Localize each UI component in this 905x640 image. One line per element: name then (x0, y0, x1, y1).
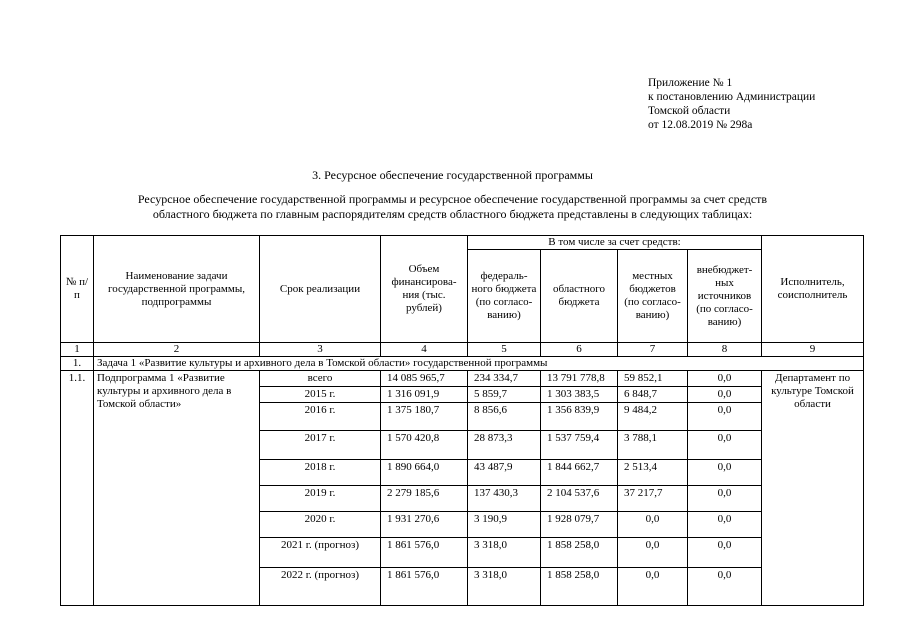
intro-line: Ресурсное обеспечение государственной программы и ресурсное обеспечение государственной программы за счет средств (137, 192, 768, 206)
resource-table (60, 235, 864, 606)
row-federal: 8 856,6 (468, 403, 541, 431)
header-row (61, 236, 864, 250)
row-local: 2 513,4 (618, 460, 688, 486)
column-number: 3 (260, 343, 381, 357)
row-federal: 43 487,9 (468, 460, 541, 486)
row-regional: 2 104 537,6 (541, 486, 618, 512)
row-period: 2019 г. (260, 486, 381, 512)
row-period: 2015 г. (260, 387, 381, 403)
appendix-line: Приложение № 1 (648, 77, 733, 89)
row-regional: 1 928 079,7 (541, 512, 618, 538)
row-extra: 0,0 (688, 387, 762, 403)
row-volume: 1 931 270,6 (381, 512, 468, 538)
row-volume: 14 085 965,7 (381, 371, 468, 387)
intro-paragraph (0, 192, 905, 222)
column-number: 6 (541, 343, 618, 357)
subprogram-name: Подпрограмма 1 «Развитие культуры и архивного дела в Томской области» (94, 371, 260, 606)
column-number: 2 (94, 343, 260, 357)
subprogram-num: 1.1. (61, 371, 94, 606)
row-volume: 1 316 091,9 (381, 387, 468, 403)
appendix-line: к постановлению Администрации (648, 91, 816, 103)
header-volume: Объем финансирова-ния (тыс. рублей) (381, 236, 468, 343)
row-regional: 13 791 778,8 (541, 371, 618, 387)
appendix-header (648, 76, 815, 132)
column-number: 4 (381, 343, 468, 357)
column-number: 8 (688, 343, 762, 357)
table-row (61, 371, 864, 387)
row-federal: 3 318,0 (468, 568, 541, 606)
row-local: 0,0 (618, 512, 688, 538)
section-title: 3. Ресурсное обеспечение государственной программы (312, 168, 593, 182)
header-executor: Исполнитель, соисполнитель (762, 236, 864, 343)
row-volume: 1 375 180,7 (381, 403, 468, 431)
task-row (61, 357, 864, 371)
row-regional: 1 303 383,5 (541, 387, 618, 403)
intro-line: областного бюджета по главным распорядителям средств областного бюджета представлены в следующих таблицах: (152, 207, 753, 221)
row-period: 2020 г. (260, 512, 381, 538)
row-regional: 1 356 839,9 (541, 403, 618, 431)
header-regional: областного бюджета (541, 250, 618, 343)
row-federal: 5 859,7 (468, 387, 541, 403)
row-local: 6 848,7 (618, 387, 688, 403)
column-number: 9 (762, 343, 864, 357)
row-volume: 1 570 420,8 (381, 431, 468, 460)
task-num: 1. (61, 357, 94, 371)
row-regional: 1 844 662,7 (541, 460, 618, 486)
appendix-line: от 12.08.2019 № 298а (648, 119, 753, 131)
row-period: 2016 г. (260, 403, 381, 431)
row-extra: 0,0 (688, 568, 762, 606)
header-federal: федераль-ного бюджета (по согласо-ванию) (468, 250, 541, 343)
header-num: № п/п (61, 236, 94, 343)
row-federal: 137 430,3 (468, 486, 541, 512)
row-extra: 0,0 (688, 538, 762, 568)
executor-cell: Департамент по культуре Томской области (762, 371, 864, 606)
header-period: Срок реализации (260, 236, 381, 343)
row-local: 37 217,7 (618, 486, 688, 512)
appendix-line: Томской области (648, 105, 731, 117)
row-extra: 0,0 (688, 512, 762, 538)
row-period: 2021 г. (прогноз) (260, 538, 381, 568)
header-including: В том числе за счет средств: (468, 236, 762, 250)
row-extra: 0,0 (688, 460, 762, 486)
row-local: 9 484,2 (618, 403, 688, 431)
column-number-row (61, 343, 864, 357)
row-federal: 234 334,7 (468, 371, 541, 387)
row-period: 2022 г. (прогноз) (260, 568, 381, 606)
row-federal: 3 318,0 (468, 538, 541, 568)
task-text: Задача 1 «Развитие культуры и архивного дела в Томской области» государственной программы (94, 357, 864, 371)
header-extra: внебюджет-ных источников (по согласо-ванию) (688, 250, 762, 343)
row-period: 2017 г. (260, 431, 381, 460)
column-number: 7 (618, 343, 688, 357)
column-number: 5 (468, 343, 541, 357)
row-local: 59 852,1 (618, 371, 688, 387)
row-local: 3 788,1 (618, 431, 688, 460)
row-extra: 0,0 (688, 403, 762, 431)
row-federal: 3 190,9 (468, 512, 541, 538)
row-extra: 0,0 (688, 486, 762, 512)
header-local: местных бюджетов (по согласо-ванию) (618, 250, 688, 343)
column-number: 1 (61, 343, 94, 357)
row-period: 2018 г. (260, 460, 381, 486)
row-federal: 28 873,3 (468, 431, 541, 460)
row-regional: 1 537 759,4 (541, 431, 618, 460)
row-volume: 2 279 185,6 (381, 486, 468, 512)
row-regional: 1 858 258,0 (541, 538, 618, 568)
row-volume: 1 861 576,0 (381, 538, 468, 568)
row-extra: 0,0 (688, 431, 762, 460)
row-extra: 0,0 (688, 371, 762, 387)
row-volume: 1 890 664,0 (381, 460, 468, 486)
row-local: 0,0 (618, 568, 688, 606)
row-local: 0,0 (618, 538, 688, 568)
row-volume: 1 861 576,0 (381, 568, 468, 606)
header-name: Наименование задачи государственной программы, подпрограммы (94, 236, 260, 343)
row-regional: 1 858 258,0 (541, 568, 618, 606)
row-period: всего (260, 371, 381, 387)
